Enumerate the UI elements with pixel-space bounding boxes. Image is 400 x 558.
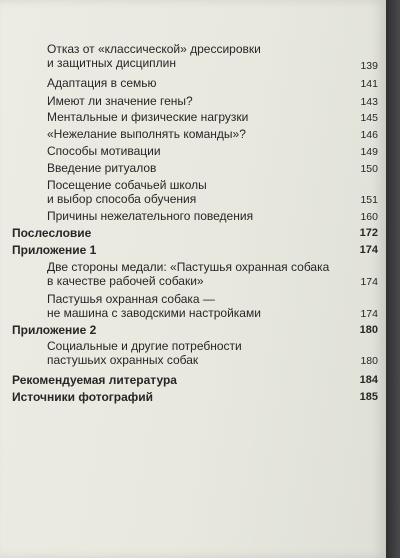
toc-entry-page: 146	[360, 129, 378, 141]
toc-entry-title: Источники фотографий	[12, 390, 154, 404]
toc-entry-title: Две стороны медали: «Пастушья охранная собака	[47, 260, 330, 274]
toc-entry-title-line2: пастушьих охранных собак	[47, 353, 199, 367]
toc-entry-page: 180	[359, 324, 378, 336]
toc-entry-title: Приложение 1	[12, 243, 97, 257]
toc-entry-title: Имеют ли значение гены?	[47, 94, 193, 108]
toc-entry-page: 185	[359, 391, 378, 403]
toc-entry-page: 174	[360, 308, 378, 320]
toc-entry-title: Приложение 2	[12, 323, 97, 337]
toc-entry-page: 149	[360, 146, 378, 158]
toc-entry-page: 151	[360, 194, 378, 206]
toc-entry-page: 145	[360, 112, 378, 124]
toc-entry-title-line2: и выбор способа обучения	[47, 192, 197, 206]
toc-entry-title-line2: и защитных дисциплин	[47, 56, 176, 70]
toc-entry-title: Отказ от «классической» дрессировки	[47, 42, 261, 56]
toc-entry-title: Способы мотивации	[47, 144, 161, 158]
toc-entry-page: 172	[359, 227, 378, 239]
toc-entry-page: 174	[360, 276, 378, 288]
toc-entry-page: 180	[360, 355, 378, 367]
toc-entry-title: Адаптация в семью	[47, 76, 157, 90]
toc-entry-title: Причины нежелательного поведения	[47, 209, 254, 223]
toc-entry-title: Пастушья охранная собака —	[47, 292, 215, 306]
toc-entry-page: 143	[360, 96, 378, 108]
toc-entry-page: 174	[359, 244, 378, 256]
toc-entry-title-line2: не машина с заводскими настройками	[47, 306, 261, 320]
toc-entry-title: Ментальные и физические нагрузки	[47, 110, 249, 124]
toc-entry-page: 141	[360, 78, 378, 90]
toc-entry-page: 139	[360, 60, 378, 72]
toc-entry-title: Рекомендуемая литература	[12, 373, 177, 387]
toc-entry-title: Послесловие	[12, 226, 92, 240]
toc-entry-title: Социальные и другие потребности	[47, 339, 242, 353]
toc-entry-page: 160	[360, 211, 378, 223]
toc-entry-title: Посещение собачьей школы	[47, 178, 207, 192]
toc-entry-title-line2: в качестве рабочей собаки»	[47, 274, 204, 288]
page-edge	[386, 0, 400, 558]
toc-entry-title: Введение ритуалов	[47, 161, 157, 175]
toc-entry-title: «Нежелание выполнять команды»?	[47, 127, 246, 141]
toc-entry-page: 184	[359, 374, 378, 386]
toc-entry-page: 150	[360, 163, 378, 175]
